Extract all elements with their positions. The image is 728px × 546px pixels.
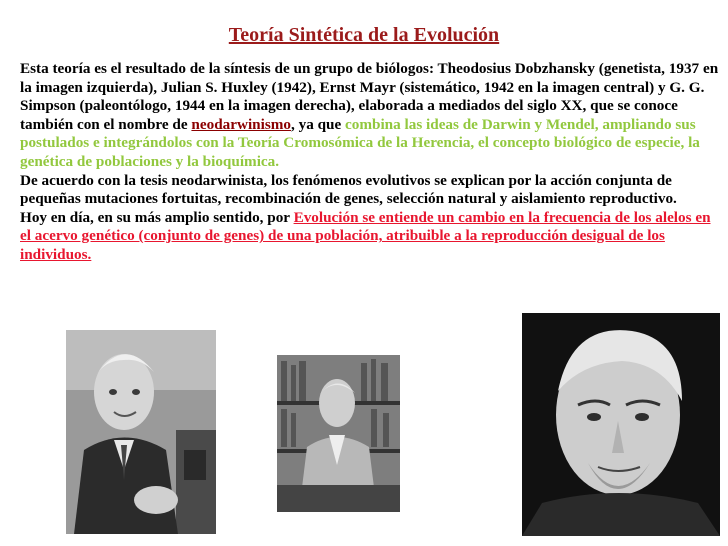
intro-connector: , ya que — [291, 115, 346, 133]
page-title: Teoría Sintética de la Evolución — [228, 24, 500, 46]
photo-simpson — [522, 313, 720, 536]
synthesis-highlight: combina las ideas de Darwin y Mendel, ampliando sus postulados e integrándolos con la Teoría Cromosómica de la Herencia, el concepto biológico de especie, la genética de poblaciones y la bioquímica. — [20, 115, 700, 170]
neodarwinismo-link[interactable]: neodarwinismo — [191, 115, 291, 133]
body-text — [20, 60, 720, 265]
definition-intro: Hoy en día, en su más amplio sentido, por — [20, 208, 294, 226]
evolution-definition-link[interactable]: Evolución se entiende un cambio en la frecuencia de los alelos en el acervo genético (conjunto de genes) de una población, atribuible a la reproducción desigual de los individuos. — [20, 208, 711, 263]
paragraph-intro — [20, 60, 720, 172]
photo-dobzhansky — [66, 330, 216, 534]
photo-mayr — [277, 355, 400, 512]
intro-text: Esta teoría es el resultado de la síntesis de un grupo de biólogos: Theodosius Dobzhansky (genetista, 1937 en la imagen izquierda), Julian S. Huxley (1942), Ernst Mayr (sistemático, 1942 en la imagen central) y G. G. Simpson (paleontólogo, 1944 en la imagen derecha), elaborada a mediados del siglo XX, que se conoce también con el nombre de — [20, 60, 719, 133]
paragraph-definition — [20, 209, 720, 265]
paragraph-thesis: De acuerdo con la tesis neodarwinista, los fenómenos evolutivos se explican por la acción conjunta de pequeñas mutaciones fortuitas, recombinación de genes, selección natural y aislamiento reproductivo. — [20, 171, 677, 208]
